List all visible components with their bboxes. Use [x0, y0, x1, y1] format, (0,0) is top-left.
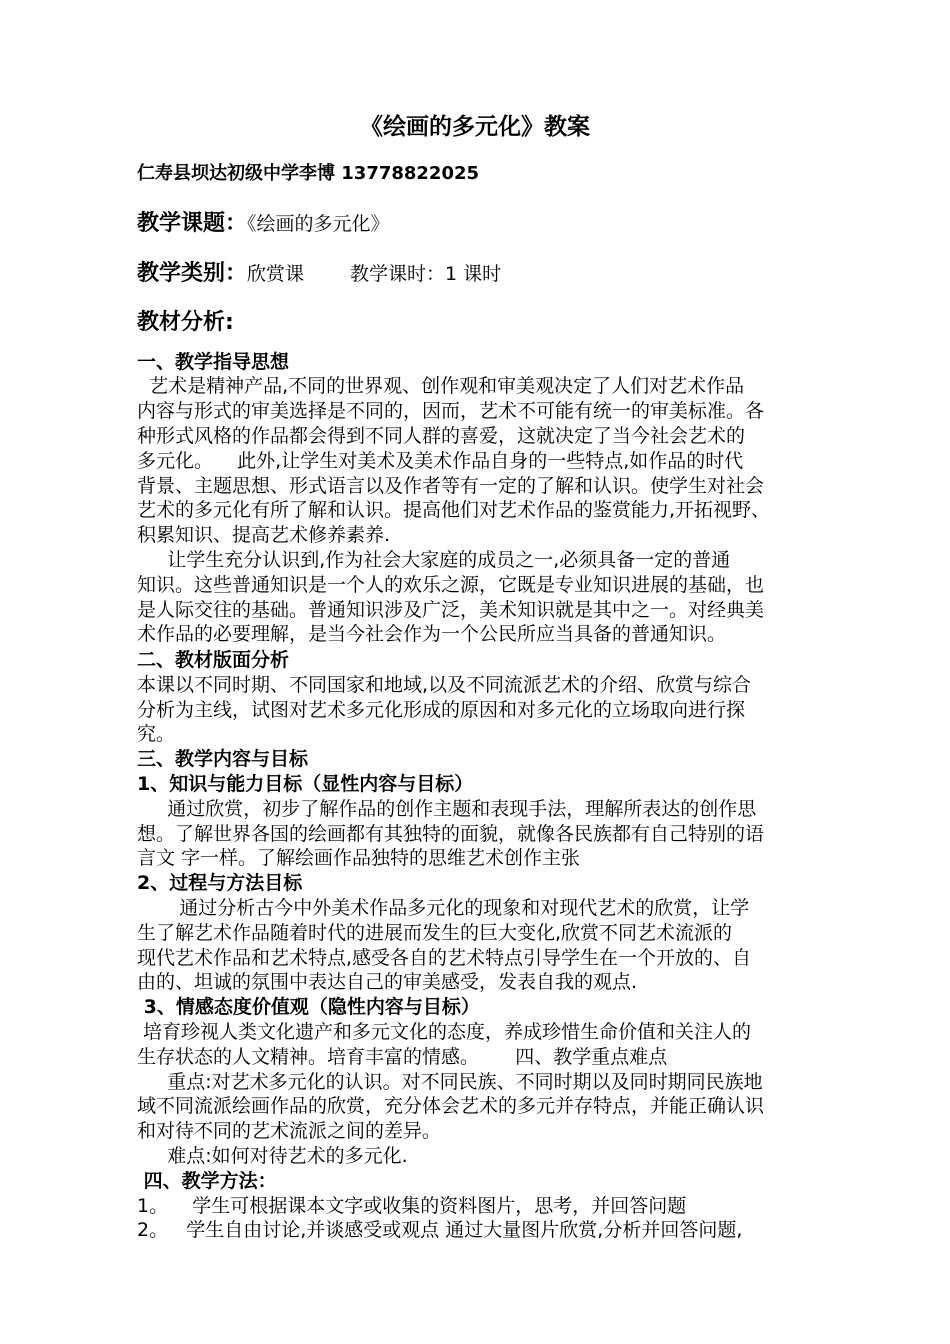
- text-line: 本课以不同时期、不同国家和地域,以及不同流派艺术的介绍、欣赏与综合: [137, 674, 752, 696]
- text-line: 艺术是精神产品,不同的世界观、创作观和审美观决定了人们对艺术作品: [137, 375, 745, 397]
- text-line: 域不同流派绘画作品的欣赏，充分体会艺术的多元并存特点，并能正确认识: [137, 1095, 765, 1117]
- section-2-heading: 二、教材版面分析: [137, 649, 290, 671]
- text-line: 2。 学生自由讨论,并谈感受或观点 通过大量图片欣赏,分析并回答问题,: [137, 1219, 743, 1241]
- text-line: 现代艺术作品和艺术特点,感受各自的艺术特点引导学生在一个开放的、自: [137, 947, 752, 969]
- text-line: 背景、主题思想、形式语言以及作者等有一定的了解和认识。使学生对社会: [137, 475, 765, 497]
- section-1-heading: 一、教学指导思想: [137, 351, 290, 373]
- text-line: 多元化。 此外,让学生对美术及美术作品自身的一些特点,如作品的时代: [137, 450, 744, 472]
- lesson-label: 教学课题：: [137, 211, 248, 236]
- section-3-heading: 三、教学内容与目标: [137, 748, 309, 770]
- text-line: 内容与形式的审美选择是不同的，因而，艺术不可能有统一的审美标准。各: [137, 400, 765, 422]
- text-line: 由的、坦诚的氛围中表达自己的审美感受，发表自我的观点.: [137, 971, 638, 993]
- text-line: 究。: [137, 723, 176, 745]
- lesson-value: 《绘画的多元化》: [247, 213, 390, 235]
- text-line: 是人际交往的基础。普通知识涉及广泛，美术知识就是其中之一。对经典美: [137, 599, 765, 621]
- category-value: 欣赏课: [247, 263, 305, 285]
- text-line: 艺术的多元化有所了解和认识。提高他们对艺术作品的鉴赏能力,开拓视野、: [137, 499, 771, 521]
- analysis-heading: 教材分析:: [137, 310, 234, 335]
- text-line: 分析为主线，试图对艺术多元化形成的原因和对多元化的立场取向进行探: [137, 699, 746, 721]
- text-line: 生存状态的人文精神。培育丰富的情感。 四、教学重点难点: [137, 1046, 668, 1068]
- lesson-line: [137, 212, 390, 236]
- text-line: 言文 字一样。了解绘画作品独特的思维艺术创作主张: [137, 847, 581, 869]
- text-line: 难点:如何对待艺术的多元化.: [137, 1145, 408, 1167]
- text-line: 1。 学生可根据课本文字或收集的资料图片，思考，并回答问题: [137, 1195, 687, 1217]
- subsection-1-heading: 1、知识与能力目标（显性内容与目标）: [137, 773, 474, 795]
- text-line: 知识。这些普通知识是一个人的欢乐之源，它既是专业知识进展的基础，也: [137, 574, 765, 596]
- text-line: 术作品的必要理解，是当今社会作为一个公民所应当具备的普通知识。: [137, 623, 727, 645]
- author-line: 仁寿县坝达初级中学李博 13778822025: [137, 163, 480, 184]
- document-title: 《绘画的多元化》教案: [360, 114, 590, 140]
- text-line: 种形式风格的作品都会得到不同人群的喜爱，这就决定了当今社会艺术的: [137, 425, 746, 447]
- text-line: 重点:对艺术多元化的认识。对不同民族、不同时期以及同时期同民族地: [137, 1071, 763, 1093]
- category-label: 教学类别：: [137, 261, 248, 286]
- text-line: 积累知识、提高艺术修养素养.: [137, 524, 391, 546]
- text-line: 培育珍视人类文化遗产和多元文化的态度，养成珍惜生命价值和关注人的: [137, 1021, 752, 1043]
- text-line: 和对待不同的艺术流派之间的差异。: [137, 1120, 442, 1142]
- text-line: 让学生充分认识到,作为社会大家庭的成员之一,必须具备一定的普通: [137, 549, 731, 571]
- text-line: 想。了解世界各国的绘画都有其独特的面貌，就像各民族都有自己特别的语: [137, 823, 765, 845]
- hours-value: 教学课时：1 课时: [350, 263, 502, 285]
- subsection-3-heading: 3、情感态度价值观（隐性内容与目标）: [137, 996, 480, 1018]
- text-line: 生了解艺术作品随着时代的进展而发生的巨大变化,欣赏不同艺术流派的: [137, 922, 733, 944]
- section-4-heading: 四、教学方法：: [137, 1170, 277, 1192]
- text-line: 通过欣赏，初步了解作品的创作主题和表现手法，理解所表达的创作思: [137, 798, 757, 820]
- category-line: [137, 262, 501, 286]
- subsection-2-heading: 2、过程与方法目标: [137, 872, 303, 894]
- text-line: 通过分析古今中外美术作品多元化的现象和对现代艺术的欣赏，让学: [137, 897, 750, 919]
